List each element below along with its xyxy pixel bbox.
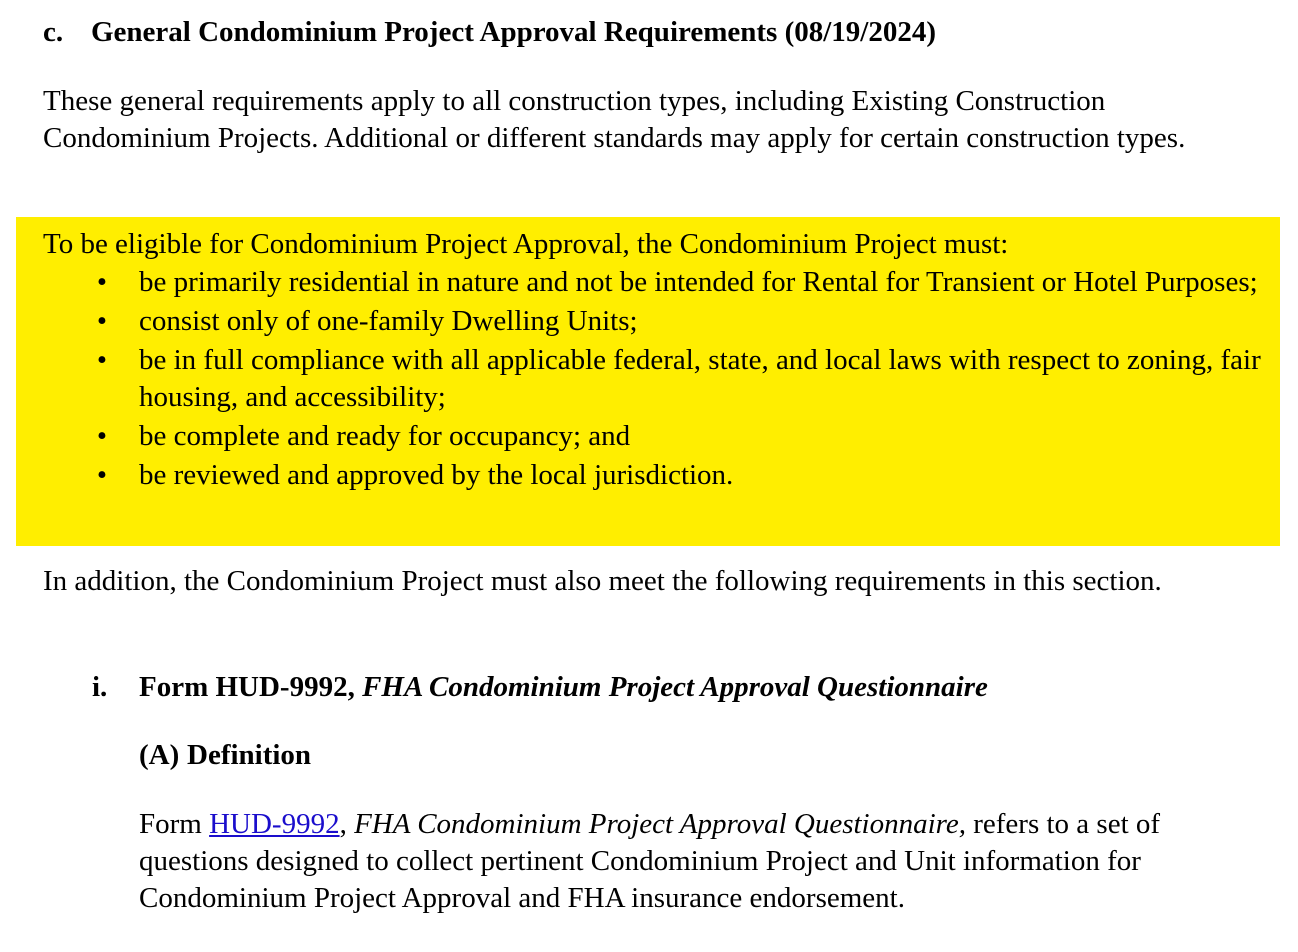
bullet-icon: • [96,266,108,298]
bullet-icon: • [96,344,108,376]
subsection-heading-i [92,669,988,706]
subsection-marker: i. [92,671,108,703]
bullet-icon: • [96,305,108,337]
eligibility-lead-text: To be eligible for Condominium Project Approval, the Condominium Project must: [43,228,1009,260]
eligibility-bullet-list [43,264,1273,496]
bullet-icon: • [96,420,108,452]
list-item [43,303,1273,340]
bullet-icon: • [96,459,108,491]
addition-paragraph: In addition, the Condominium Project must also meet the following requirements in this section. [43,565,1162,597]
definition-rest: refers to a set of questions designed to collect pertinent Condominium Project and Unit information for Condominium Project Approval and FHA insurance endorsement. [139,808,1161,914]
list-item-text: consist only of one-family Dwelling Units; [139,305,638,337]
definition-italic-title: FHA Condominium Project Approval Questionnaire, [354,808,966,840]
subsection-title-prefix: Form HUD-9992, [139,671,363,703]
list-item-text: be primarily residential in nature and not be intended for Rental for Transient or Hotel Purposes; [139,266,1258,298]
definition-comma: , [339,808,355,840]
subsection-a-title: Definition [187,739,312,771]
section-heading-c [43,14,936,51]
list-item [43,264,1273,301]
subsection-title-italic: FHA Condominium Project Approval Questionnaire [362,671,988,703]
hud-9992-link[interactable]: HUD-9992 [209,808,340,840]
definition-prefix: Form [139,808,210,840]
intro-paragraph: These general requirements apply to all construction types, including Existing Construction Condominium Projects. Additional or different standards may apply for certain construction types. [43,85,1186,154]
list-item-text: be in full compliance with all applicable federal, state, and local laws with respect to zoning, fair housing, and accessibility; [139,344,1261,413]
list-item [43,457,1273,494]
list-item-text: be reviewed and approved by the local jurisdiction. [139,459,734,491]
list-item-text: be complete and ready for occupancy; and [139,420,631,452]
section-title: General Condominium Project Approval Requirements (08/19/2024) [91,16,936,48]
list-item [43,418,1273,455]
subsection-a-marker: (A) [139,739,180,771]
definition-paragraph [139,806,1249,917]
list-item [43,342,1273,416]
subsection-heading-a [139,737,311,774]
section-marker: c. [43,16,64,48]
